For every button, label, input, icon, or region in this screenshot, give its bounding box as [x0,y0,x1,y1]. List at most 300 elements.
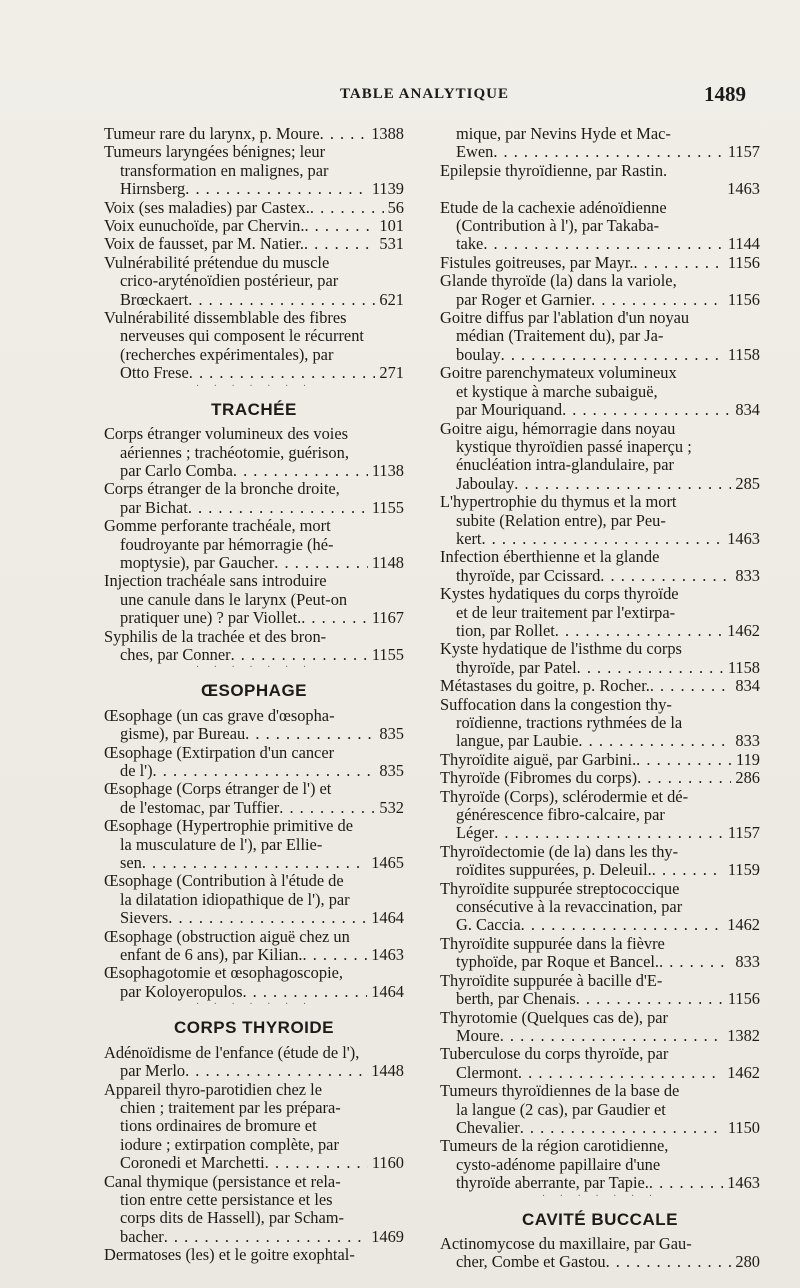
entry-line [440,272,760,290]
entry-line [440,714,760,732]
entry-text: la dilatation idiopathique de l'), par [120,889,350,909]
entry-text: iodure ; extirpation complète, par [120,1134,339,1154]
index-entry [104,1246,404,1264]
index-entry [440,640,760,677]
entry-text: Sievers [120,908,169,928]
page-ref: 1156 [727,289,760,309]
leader-dots [606,1253,732,1271]
page-ref: 835 [379,761,404,780]
index-entry [104,480,404,517]
index-entry [440,420,760,494]
entry-text: Œsophage (Hypertrophie primitive de [104,816,353,836]
entry-line [440,1045,760,1063]
entry-text: Syphilis de la trachée et des bron- [104,626,327,646]
entry-text: roïdites suppurées, p. Deleuil. [456,860,652,880]
entry-line [440,254,760,272]
leader-dots [310,199,384,217]
entry-text: Tumeurs thyroïdiennes de la base de [440,1081,680,1101]
entry-text: cysto-adénome papillaire d'une [456,1154,661,1174]
entry-text: Brœckaert [120,289,189,309]
entry-line [104,609,404,627]
leader-dots [555,622,723,640]
entry-line [104,346,404,364]
entry-line [104,1154,404,1172]
entry-line [440,1027,760,1045]
entry-line [440,291,760,309]
entry-line [104,1209,404,1227]
entry-text: médian (Traitement du), par Ja- [456,326,664,346]
leader-dots [520,1119,724,1137]
index-entry [440,751,760,769]
entry-text: thyroïde, par Patel [456,657,577,677]
entry-text: Œsophage (obstruction aiguë chez un [104,926,350,946]
entry-text: par Merlo [120,1061,186,1081]
entry-line [440,512,760,530]
entry-text: de l') [120,761,153,780]
entry-text: bacher [120,1226,164,1246]
entry-line [440,530,760,548]
entry-line [104,964,404,982]
leader-dots [265,1154,368,1172]
entry-text: Thyroïde (Corps), sclérodermie et dé- [440,786,689,806]
page-ref: 1144 [727,234,760,254]
entry-text: langue, par Laubie [456,731,579,751]
section-ornament: · · · · · · · [195,662,313,674]
index-entry [440,199,760,254]
entry-line [440,235,760,253]
leader-dots [562,401,731,419]
entry-text: énucléation intra-glandulaire, par [456,455,674,475]
entry-text: corps dits de Hassell), par Scham- [120,1208,344,1228]
entry-line [440,843,760,861]
entry-line [104,946,404,964]
section-heading: CAVITÉ BUCCALE [522,1209,678,1229]
leader-dots [304,217,375,235]
entry-text: thyroïde, par Ccissard [456,565,601,585]
page-ref: 1148 [371,552,404,572]
page-ref: 1160 [371,1153,404,1173]
entry-line [104,891,404,909]
entry-line [104,480,404,498]
page-ref: 280 [735,1252,760,1272]
entry-text: et de leur traitement par l'extirpa- [456,602,676,622]
index-entry [440,162,760,199]
entry-line [440,1156,760,1174]
entry-text: Voix (ses maladies) par Castex. [104,197,310,217]
entry-text: Etude de la cachexie adénoïdienne [440,197,667,217]
index-entry [440,972,760,1009]
entry-text: une canule dans le larynx (Peut-on [120,589,348,609]
index-entry [104,1044,404,1081]
index-entry [104,1081,404,1173]
page-number: 1489 [704,82,746,106]
leader-dots [153,762,376,780]
page-ref: 834 [735,400,760,420]
page-ref: 833 [735,731,760,751]
entry-line [104,364,404,382]
entry-line [440,953,760,971]
index-entry [440,1137,760,1192]
entry-line [440,401,760,419]
leader-dots [649,1174,723,1192]
page-ref: 1167 [371,608,404,628]
entry-text: Clermont [456,1062,518,1082]
page-ref: 1448 [371,1061,404,1081]
page-ref: 532 [379,797,404,817]
index-entry [440,880,760,935]
entry-text: de l'estomac, par Tuffier [120,797,280,817]
entry-text: Jaboulay [456,473,515,493]
page-ref: 1150 [727,1117,760,1137]
leader-dots [493,143,723,161]
index-entry [104,628,404,665]
leader-dots [659,953,731,971]
entry-line [104,272,404,290]
entry-line [440,732,760,750]
entry-line [440,861,760,879]
entry-text: Tumeurs de la région carotidienne, [440,1136,669,1156]
entry-text: Dermatoses (les) et le goitre exophtal- [104,1245,355,1265]
entry-text: Epilepsie thyroïdienne, par Rastin. [440,160,668,180]
entry-text: Canal thymique (persistance et rela- [104,1171,341,1191]
index-entry [104,199,404,217]
leader-dots [164,1228,368,1246]
leader-dots [188,499,368,517]
entry-text: Injection trachéale sans introduire [104,571,327,591]
entry-text: tion, par Rollet [456,620,555,640]
entry-text: take [456,234,484,254]
entry-line [104,536,404,554]
section-heading: TRACHÉE [211,399,297,419]
entry-text: moptysie), par Gaucher [120,552,275,572]
index-entry [440,788,760,843]
entry-line [104,707,404,725]
entry-text: Œsophage (Extirpation d'un cancer [104,742,335,762]
index-entry [440,125,760,162]
entry-text: aériennes ; trachéotomie, guérison, [120,442,349,462]
entry-text: Infection éberthienne et la glande [440,547,660,567]
entry-text: Adénoïdisme de l'enfance (étude de l'), [104,1042,360,1062]
index-entry [440,1045,760,1082]
entry-text: Tumeurs laryngées bénignes; leur [104,142,326,162]
entry-line [104,499,404,517]
page-ref: 1463 [727,179,760,199]
entry-line [104,217,404,235]
page-ref: 1463 [371,945,404,965]
entry-text: Tumeur rare du larynx, p. Moure [104,124,320,143]
entry-line [104,517,404,535]
entry-line [104,780,404,798]
page-ref: 1159 [727,860,760,880]
entry-line [440,640,760,658]
entry-text: chien ; traitement par les prépara- [120,1097,341,1117]
entry-line [440,1009,760,1027]
entry-line [104,1173,404,1191]
entry-text: Coronedi et Marchetti [120,1153,265,1173]
leader-dots [274,554,368,572]
entry-line [440,1235,760,1253]
page-ref: 286 [735,768,760,788]
entry-text: générescence fibro-calcaire, par [456,805,665,825]
entry-text: thyroïde aberrante, par Tapie. [456,1173,649,1193]
entry-text: transformation en malignes, par [120,160,329,180]
entry-line [104,1044,404,1062]
entry-line [440,364,760,382]
leader-dots [650,677,732,695]
entry-text: Actinomycose du maxillaire, par Gau- [440,1233,692,1253]
index-entry [104,125,404,143]
entry-line [440,456,760,474]
page-ref: 621 [379,289,404,309]
entry-line [104,909,404,927]
page-ref: 101 [379,216,404,236]
entry-text: Moure [456,1025,500,1045]
page-ref: 833 [735,952,760,972]
page-ref: 1465 [371,853,404,873]
page-ref: 1158 [727,344,760,364]
leader-dots [189,364,376,382]
entry-text: Kyste hydatique de l'isthme du corps [440,639,682,659]
entry-text: Thyroïdite suppurée streptococcique [440,878,680,898]
entry-line [440,788,760,806]
entry-text: (recherches expérimentales), par [120,344,334,364]
entry-text: pratiquer une) ? par Viollet. [120,608,302,628]
leader-dots [320,125,368,143]
leader-dots [301,609,368,627]
entry-text: Vulnérabilité prétendue du muscle [104,252,330,272]
entry-text: typhoïde, par Roque et Bancel. [456,952,660,972]
index-entry [104,572,404,627]
entry-line [104,199,404,217]
index-entry [440,493,760,548]
index-entry [104,143,404,198]
entry-text: mique, par Nevins Hyde et Mac- [456,124,671,143]
entry-text: Otto Frese [120,363,189,383]
entry-text: et kystique à marche subaiguë, [456,381,658,401]
entry-line [104,799,404,817]
entry-line [440,696,760,714]
entry-text: Thyrotomie (Quelques cas de), par [440,1007,669,1027]
entry-text: par Koloyeropulos [120,981,243,1001]
section-ornament: · · · · · · · [195,999,313,1011]
entry-line [104,572,404,590]
entry-line [440,880,760,898]
entry-text: Suffocation dans la congestion thy- [440,694,672,714]
entry-line [104,554,404,572]
entry-line [104,327,404,345]
leader-dots [500,1027,724,1045]
page-ref: 1464 [371,981,404,1001]
entry-text: boulay [456,344,501,364]
entry-text: G. Caccia [456,915,521,935]
entry-text: consécutive à la revaccination, par [456,897,683,917]
entry-text: enfant de 6 ans), par Kilian. [120,945,303,965]
entry-text: Œsophage (un cas grave d'œsopha- [104,705,335,725]
page-ref: 285 [735,473,760,493]
entry-line [440,420,760,438]
entry-text: par Roger et Garnier [456,289,592,309]
entry-line [440,1253,760,1271]
entry-text: Kystes hydatiques du corps thyroïde [440,584,679,604]
entry-line [104,928,404,946]
index-entry [440,1235,760,1272]
entry-line [104,1246,404,1264]
entry-line [104,628,404,646]
entry-line [440,162,760,180]
leader-dots [578,732,731,750]
entry-text: ches, par Conner [120,644,231,664]
index-entry [104,235,404,253]
leader-dots [501,346,724,364]
entry-text: sen [120,853,142,873]
entry-text: tions ordinaires de bromure et [120,1116,317,1136]
entry-line [104,462,404,480]
entry-text: Thyroïdite aiguë, par Garbini. [440,749,637,769]
entry-line [104,309,404,327]
entry-line [104,591,404,609]
entry-text: Voix eunuchoïde, par Chervin. [104,216,305,236]
entry-text: Corps étranger volumineux des voies [104,424,348,444]
page-ref: 1157 [727,823,760,843]
page-ref: 1464 [371,908,404,928]
entry-text: Œsophage (Contribution à l'étude de [104,871,344,891]
page-ref: 1158 [727,657,760,677]
entry-line [104,725,404,743]
index-entry [440,843,760,880]
entry-line [440,990,760,1008]
entry-line [440,309,760,327]
page-ref: 1155 [371,497,404,517]
entry-text: Appareil thyro-parotidien chez le [104,1079,322,1099]
entry-line [440,125,760,143]
entry-line [440,585,760,603]
entry-text: L'hypertrophie du thymus et la mort [440,492,677,512]
entry-text: Tuberculose du corps thyroïde, par [440,1044,669,1064]
left-column [104,125,404,1265]
index-entry [440,548,760,585]
index-entry [440,769,760,787]
entry-text: Métastases du goitre, p. Rocher. [440,676,650,696]
index-entry [440,935,760,972]
entry-line [104,291,404,309]
page-ref: 1388 [371,124,404,143]
entry-line [440,475,760,493]
index-entry [104,309,404,383]
index-entry [104,817,404,872]
leader-dots [521,916,724,934]
entry-line [440,806,760,824]
entry-line [440,1174,760,1192]
entry-text: cher, Combe et Gastou [456,1252,606,1272]
leader-dots [483,235,724,253]
entry-text: tion entre cette persistance et les [120,1189,333,1209]
leader-dots [576,990,724,1008]
entry-text: crico-aryténoïdien postérieur, par [120,271,339,291]
page-ref: 1462 [727,915,760,935]
index-entry [104,928,404,965]
index-entry [440,677,760,695]
leader-dots [245,725,375,743]
entry-text: Ewen [456,142,494,162]
entry-text: Corps étranger de la bronche droite, [104,479,340,499]
entry-line [104,425,404,443]
entry-line [440,383,760,401]
leader-dots [185,180,368,198]
page-ref: 833 [735,565,760,585]
entry-line [104,444,404,462]
index-entry [440,585,760,640]
section-ornament: · · · · · · · [541,1190,659,1202]
section-heading: CORPS THYROIDE [173,1018,335,1038]
entry-line [440,916,760,934]
index-entry [104,217,404,235]
entry-text: Thyroïde (Fibromes du corps) [440,768,638,788]
entry-line [440,972,760,990]
entry-text: nerveuses qui composent le récurrent [120,326,364,346]
entry-text: Thyroïdectomie (de la) dans les thy- [440,841,679,861]
entry-text: foudroyante par hémorragie (hé- [120,534,334,554]
entry-line [440,1064,760,1082]
entry-text: par Mouriquand [456,400,563,420]
entry-line [440,180,760,198]
page-ref: 1139 [371,179,404,199]
entry-line [440,567,760,585]
entry-text: Thyroïdite suppurée dans la fièvre [440,933,665,953]
page-ref: 1156 [727,989,760,1009]
entry-line [104,1228,404,1246]
page-ref: 1462 [727,620,760,640]
leader-dots [304,235,375,253]
entry-text: Voix de fausset, par M. Natier. [104,234,304,254]
index-entry [440,1082,760,1137]
entry-text: Léger [456,823,495,843]
entry-text: Goitre aigu, hémorragie dans noyau [440,418,676,438]
page-ref: 1156 [727,252,760,272]
entry-text: Vulnérabilité dissemblable des fibres [104,308,347,328]
entry-line [104,254,404,272]
entry-line [104,854,404,872]
entry-line [440,1137,760,1155]
entry-text: gisme), par Bureau [120,724,246,744]
entry-line [104,1117,404,1135]
page-ref: 1155 [371,644,404,664]
leader-dots [636,751,732,769]
leader-dots [303,946,368,964]
leader-dots [233,462,368,480]
leader-dots [188,291,375,309]
page-ref: 119 [736,749,760,769]
index-entry [440,1009,760,1046]
entry-line [104,125,404,143]
entry-line [440,143,760,161]
entry-line [104,1081,404,1099]
entry-text: berth, par Chenais [456,989,576,1009]
leader-dots [633,254,723,272]
entry-line [440,622,760,640]
entry-text: Glande thyroïde (la) dans la variole, [440,271,677,291]
page-ref: 834 [735,676,760,696]
leader-dots [577,659,724,677]
entry-line [104,762,404,780]
entry-line [440,217,760,235]
leader-dots [652,861,724,879]
entry-text: Chevalier [456,1117,520,1137]
page-header [0,82,800,112]
index-entry [104,964,404,1001]
entry-line [104,1062,404,1080]
entry-line [440,438,760,456]
section-ornament: · · · · · · · [195,380,313,392]
